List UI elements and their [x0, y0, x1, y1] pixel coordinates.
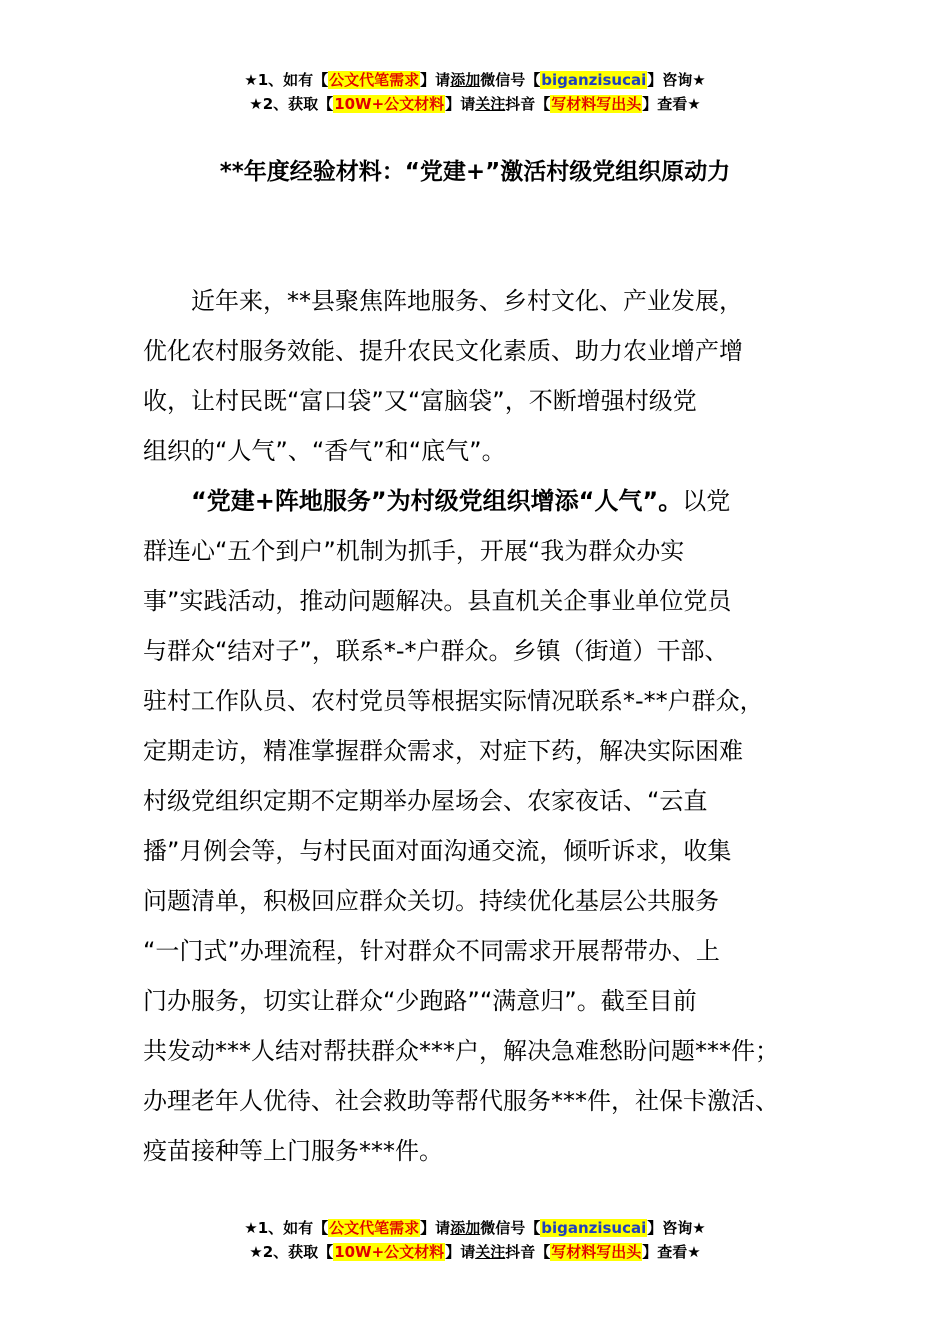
text-line: 收，让村民既“富口袋”又“富脑袋”，不断增强村级党: [143, 387, 697, 415]
banner-text: 】查看★: [642, 1243, 701, 1261]
text-line: 近年来，**县聚焦阵地服务、乡村文化、产业发展，: [143, 287, 743, 315]
highlight-douyin-account: 写材料写出头: [551, 1243, 642, 1261]
banner-text: 微信号【: [480, 1219, 541, 1237]
header-banner: [0, 68, 950, 116]
text-line: 村级党组织定期不定期举办屋场会、农家夜话、“云直: [143, 787, 708, 815]
banner-line-1: [0, 1216, 950, 1240]
text-span: 以党: [682, 487, 731, 515]
banner-text: ★2、获取【: [249, 1243, 334, 1261]
banner-underline-text: 添加: [450, 71, 481, 89]
banner-text: 】咨询★: [647, 1219, 706, 1237]
banner-underline-text: 添加: [450, 1219, 481, 1237]
text-line: 共发动***人结对帮扶群众***户，解决急难愁盼问题***件；: [143, 1037, 779, 1065]
text-line: [143, 476, 833, 526]
text-line: 疫苗接种等上门服务***件。: [143, 1137, 443, 1165]
banner-text: 抖音【: [505, 1243, 551, 1261]
banner-text: 】请: [420, 1219, 451, 1237]
highlight-wechat-id: biganzisucai: [541, 1219, 647, 1237]
banner-text: 微信号【: [480, 71, 541, 89]
text-line: 播”月例会等，与村民面对面沟通交流，倾听诉求，收集: [143, 837, 732, 865]
paragraph-heading: “党建+阵地服务”为村级党组织增添“人气”。: [143, 487, 683, 515]
banner-text: 】请: [445, 95, 476, 113]
banner-text: 】请: [445, 1243, 476, 1261]
highlight-materials: 10W+公文材料: [334, 1243, 445, 1261]
text-line: 门办服务，切实让群众“少跑路”“满意归”。截至目前: [143, 987, 697, 1015]
highlight-douyin-account: 写材料写出头: [551, 95, 642, 113]
text-line: 优化农村服务效能、提升农民文化素质、助力农业增产增: [143, 337, 743, 365]
banner-text: ★1、如有【: [244, 1219, 329, 1237]
text-line: 与群众“结对子”，联系*-*户群众。乡镇（街道）干部、: [143, 637, 729, 665]
document-title: **年度经验材料：“党建+”激活村级党组织原动力: [219, 159, 731, 185]
highlight-service: 公文代笔需求: [329, 1219, 420, 1237]
text-line: 组织的“人气”、“香气”和“底气”。: [143, 437, 506, 465]
banner-underline-text: 关注: [475, 1243, 506, 1261]
footer-banner: [0, 1216, 950, 1264]
banner-text: ★1、如有【: [244, 71, 329, 89]
banner-line-2: [0, 1240, 950, 1264]
paragraph-1: [143, 276, 833, 476]
text-line: 群连心“五个到户”机制为抓手，开展“我为群众办实: [143, 537, 685, 565]
banner-text: ★2、获取【: [249, 95, 334, 113]
text-line: 办理老年人优待、社会救助等帮代服务***件，社保卡激活、: [143, 1087, 779, 1115]
banner-text: 抖音【: [505, 95, 551, 113]
banner-underline-text: 关注: [475, 95, 506, 113]
text-line: 驻村工作队员、农村党员等根据实际情况联系*-**户群众，: [143, 687, 764, 715]
banner-text: 】查看★: [642, 95, 701, 113]
text-line: “一门式”办理流程，针对群众不同需求开展帮带办、上: [143, 937, 720, 965]
highlight-materials: 10W+公文材料: [334, 95, 445, 113]
banner-text: 】咨询★: [647, 71, 706, 89]
banner-text: 】请: [420, 71, 451, 89]
text-line: 问题清单，积极回应群众关切。持续优化基层公共服务: [143, 887, 719, 915]
text-line: 定期走访，精准掌握群众需求，对症下药，解决实际困难: [143, 737, 743, 765]
highlight-service: 公文代笔需求: [329, 71, 420, 89]
text-line: 事”实践活动，推动问题解决。县直机关企事业单位党员: [143, 587, 732, 615]
banner-line-2: [0, 92, 950, 116]
document-body: [143, 276, 833, 1176]
banner-line-1: [0, 68, 950, 92]
paragraph-2: [143, 476, 833, 1176]
highlight-wechat-id: biganzisucai: [541, 71, 647, 89]
